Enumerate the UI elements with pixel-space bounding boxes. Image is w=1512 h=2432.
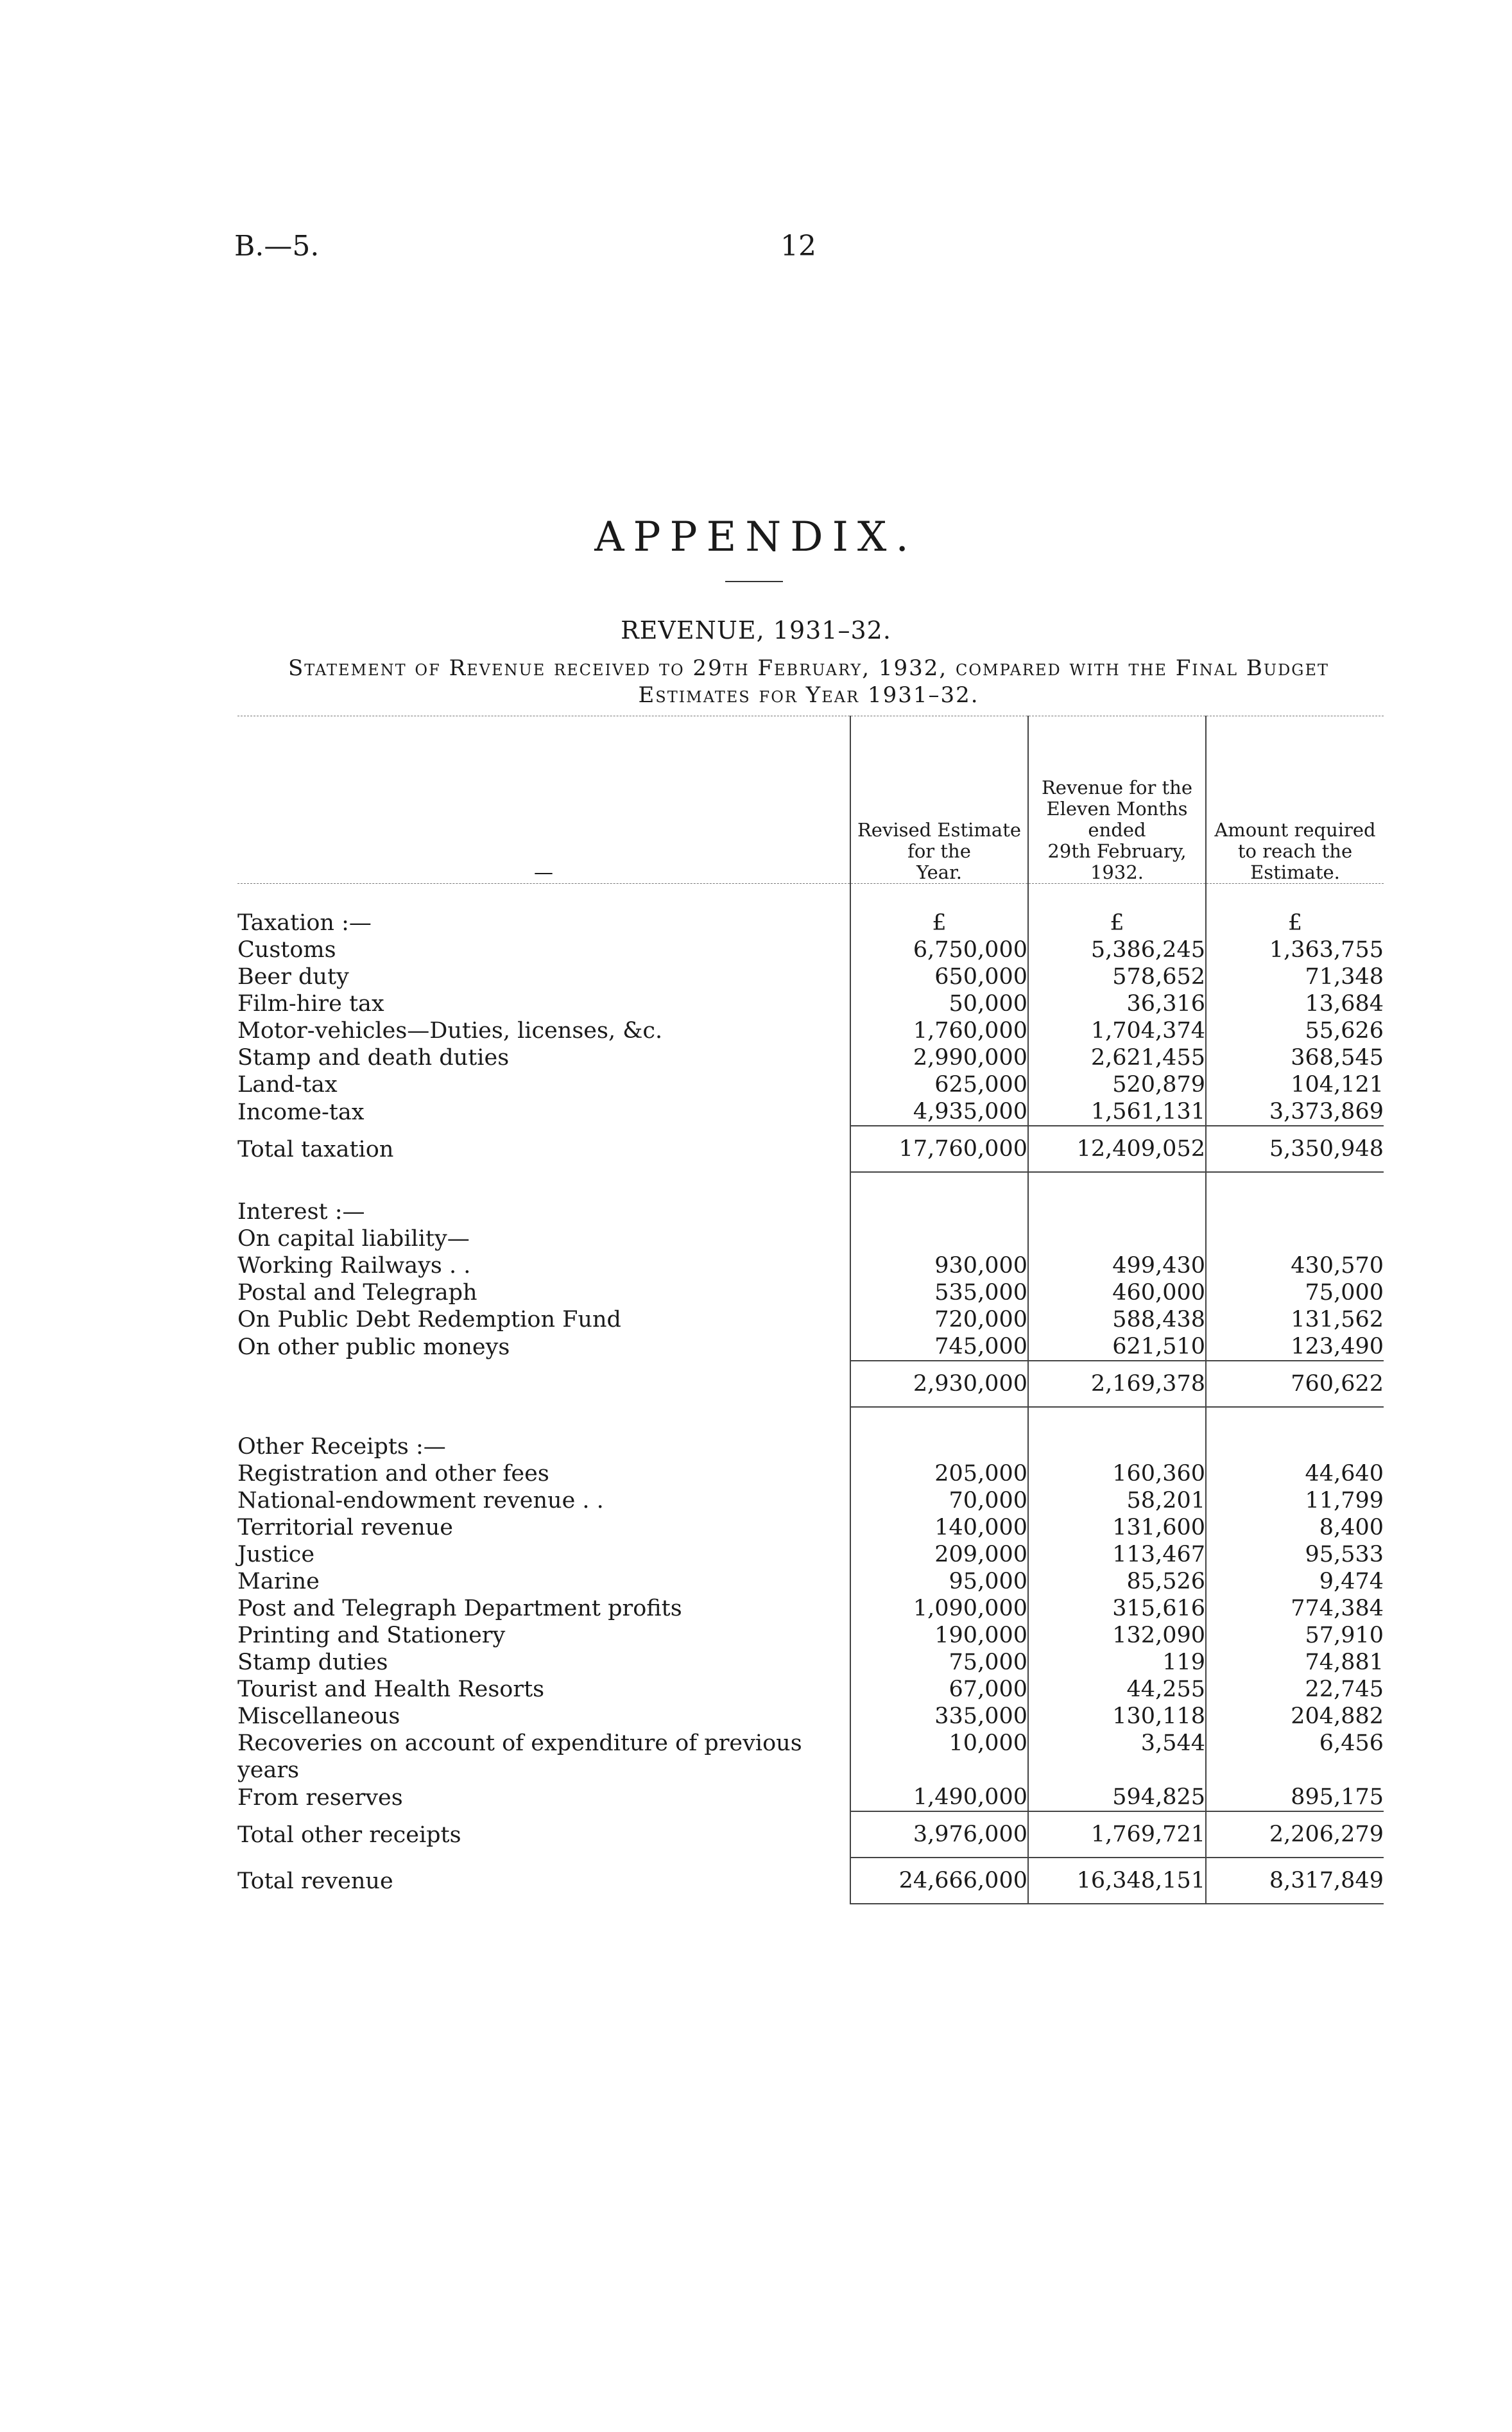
amount-required-cell: 95,533 (1206, 1541, 1384, 1568)
table-row (237, 1279, 1384, 1306)
revised-estimate-cell: 4,935,000 (850, 1098, 1028, 1126)
amount-required-cell: 9,474 (1206, 1568, 1384, 1595)
amount-required-cell: 5,350,948 (1206, 1126, 1384, 1172)
revised-estimate-cell: 930,000 (850, 1252, 1028, 1279)
table-row (237, 1649, 1384, 1676)
statement-line-2: Estimates for Year 1931–32. (638, 682, 979, 708)
eleven-months-cell: 588,438 (1028, 1306, 1206, 1333)
table-row (237, 990, 1384, 1017)
revised-estimate-cell: 2,930,000 (850, 1361, 1028, 1407)
amount-required-cell: 13,684 (1206, 990, 1384, 1017)
eleven-months-cell: 16,348,151 (1028, 1858, 1206, 1904)
row-label: Recoveries on account of expenditure of previous (237, 1730, 802, 1756)
total-revenue-label: Total revenue (237, 1868, 393, 1894)
table-row (237, 1071, 1384, 1098)
table-row (237, 1541, 1384, 1568)
eleven-months-cell: 2,621,455 (1028, 1044, 1206, 1071)
header-line: Amount required (1214, 819, 1376, 841)
table-row (237, 910, 1384, 936)
amount-required-cell: 3,373,869 (1206, 1098, 1384, 1126)
header-line: Revised Estimate (857, 819, 1022, 841)
eleven-months-cell: 113,467 (1028, 1541, 1206, 1568)
total-row (237, 1126, 1384, 1172)
revised-estimate-cell: 2,990,000 (850, 1044, 1028, 1071)
table-row (237, 1252, 1384, 1279)
amount-required-cell: 895,175 (1206, 1784, 1384, 1811)
title-rule (725, 581, 783, 582)
revised-estimate-cell: 3,976,000 (850, 1811, 1028, 1858)
row-label: Stamp duties (237, 1650, 388, 1675)
revised-estimate-cell: 650,000 (850, 963, 1028, 990)
revenue-table (237, 716, 1384, 1904)
header-line: 29th February, (1047, 840, 1187, 862)
eleven-months-cell: 5,386,245 (1028, 936, 1206, 963)
eleven-months-cell: 85,526 (1028, 1568, 1206, 1595)
row-label: Film-hire tax (237, 991, 384, 1017)
revised-estimate-cell: 209,000 (850, 1541, 1028, 1568)
total-row (237, 1811, 1384, 1858)
revised-estimate-cell: 625,000 (850, 1071, 1028, 1098)
row-label: Motor-vehicles—Duties, licenses, &c. (237, 1018, 663, 1044)
header-line: Eleven Months (1046, 798, 1188, 820)
row-label: Beer duty (237, 964, 349, 990)
row-label: Land-tax (237, 1072, 338, 1098)
table-row (237, 1460, 1384, 1487)
total-other-receipts-label: Total other receipts (237, 1822, 461, 1848)
revised-estimate-cell: 720,000 (850, 1306, 1028, 1333)
amount-required-cell: 22,745 (1206, 1676, 1384, 1703)
revised-estimate-cell: 140,000 (850, 1514, 1028, 1541)
eleven-months-cell: 3,544 (1028, 1730, 1206, 1757)
row-label: Registration and other fees (237, 1461, 549, 1487)
eleven-months-cell: 58,201 (1028, 1487, 1206, 1514)
revised-estimate-header (850, 716, 1028, 884)
row-label: On other public moneys (237, 1334, 510, 1360)
row-label: Territorial revenue (237, 1515, 453, 1540)
eleven-months-cell: 1,769,721 (1028, 1811, 1206, 1858)
grand-total-row (237, 1858, 1384, 1904)
table-row (237, 1306, 1384, 1333)
table-row (237, 1098, 1384, 1126)
statement-line-1: Statement of Revenue received to 29th February, 1932, compared with the Final Budget (288, 655, 1330, 681)
table-row (237, 1757, 1384, 1784)
revised-estimate-cell: 75,000 (850, 1649, 1028, 1676)
statement-heading (237, 655, 1380, 709)
eleven-months-cell: 160,360 (1028, 1460, 1206, 1487)
amount-required-cell: 6,456 (1206, 1730, 1384, 1757)
amount-required-cell: 55,626 (1206, 1017, 1384, 1044)
row-label: Customs (237, 937, 336, 963)
table-row (237, 1017, 1384, 1044)
section-heading-other-receipts: Other Receipts :— (237, 1434, 446, 1460)
table-row (237, 1044, 1384, 1071)
amount-required-cell: 74,881 (1206, 1649, 1384, 1676)
row-label: On Public Debt Redemption Fund (237, 1307, 621, 1332)
eleven-months-cell: 2,169,378 (1028, 1361, 1206, 1407)
amount-required-cell: 1,363,755 (1206, 936, 1384, 963)
revised-estimate-cell: 70,000 (850, 1487, 1028, 1514)
revenue-title: REVENUE, 1931–32. (621, 616, 891, 644)
eleven-months-cell: 119 (1028, 1649, 1206, 1676)
eleven-months-cell: 621,510 (1028, 1333, 1206, 1361)
amount-required-cell: 774,384 (1206, 1595, 1384, 1622)
eleven-months-cell: 44,255 (1028, 1676, 1206, 1703)
revised-estimate-cell: 1,090,000 (850, 1595, 1028, 1622)
header-line: 1932. (1090, 861, 1144, 883)
amount-required-cell: 430,570 (1206, 1252, 1384, 1279)
table-row (237, 1784, 1384, 1811)
eleven-months-header (1028, 716, 1206, 884)
eleven-months-cell: 131,600 (1028, 1514, 1206, 1541)
section-heading-interest: Interest :— (237, 1199, 365, 1225)
table-row (237, 963, 1384, 990)
table-row (237, 1487, 1384, 1514)
row-label: Income-tax (237, 1100, 365, 1125)
eleven-months-cell: 520,879 (1028, 1071, 1206, 1098)
revised-estimate-cell: 1,490,000 (850, 1784, 1028, 1811)
revised-estimate-cell: 1,760,000 (850, 1017, 1028, 1044)
column-header-row (237, 716, 1384, 884)
table-row (237, 1622, 1384, 1649)
amount-required-cell: 760,622 (1206, 1361, 1384, 1407)
eleven-months-cell: 132,090 (1028, 1622, 1206, 1649)
table-row (237, 1333, 1384, 1361)
row-label: Post and Telegraph Department profits (237, 1596, 682, 1621)
document-reference: B.—5. (234, 230, 320, 263)
header-line: ended (1088, 819, 1146, 841)
total-row (237, 1361, 1384, 1407)
table-row (237, 936, 1384, 963)
revised-estimate-cell: 745,000 (850, 1333, 1028, 1361)
header-line: Year. (916, 861, 962, 883)
eleven-months-cell: 578,652 (1028, 963, 1206, 990)
row-label: Marine (237, 1569, 320, 1594)
revised-estimate-cell: 535,000 (850, 1279, 1028, 1306)
table-row (237, 1198, 1384, 1225)
amount-required-cell: 2,206,279 (1206, 1811, 1384, 1858)
revised-estimate-cell: 6,750,000 (850, 936, 1028, 963)
eleven-months-cell: 315,616 (1028, 1595, 1206, 1622)
currency-symbol: £ (850, 910, 1028, 936)
table-row (237, 1568, 1384, 1595)
label-column-header: — (237, 716, 850, 884)
row-label: Working Railways . . (237, 1253, 471, 1279)
amount-required-cell: 71,348 (1206, 963, 1384, 990)
table-row (237, 1514, 1384, 1541)
revised-estimate-cell: 24,666,000 (850, 1858, 1028, 1904)
eleven-months-cell: 499,430 (1028, 1252, 1206, 1279)
currency-symbol: £ (1028, 910, 1206, 936)
row-label: National-endowment revenue . . (237, 1488, 604, 1514)
amount-required-cell: 57,910 (1206, 1622, 1384, 1649)
eleven-months-cell: 460,000 (1028, 1279, 1206, 1306)
amount-required-cell: 368,545 (1206, 1044, 1384, 1071)
row-label: From reserves (237, 1785, 403, 1811)
eleven-months-cell: 1,561,131 (1028, 1098, 1206, 1126)
amount-required-cell: 8,400 (1206, 1514, 1384, 1541)
row-label: Miscellaneous (237, 1703, 400, 1729)
row-label: Tourist and Health Resorts (237, 1677, 545, 1702)
currency-symbol: £ (1206, 910, 1384, 936)
subheading-capital-liability: On capital liability— (237, 1226, 470, 1252)
header-line: for the (907, 840, 971, 862)
header-line: Revenue for the (1041, 777, 1193, 798)
amount-required-cell: 11,799 (1206, 1487, 1384, 1514)
header-line: to reach the (1237, 840, 1353, 862)
eleven-months-cell: 12,409,052 (1028, 1126, 1206, 1172)
eleven-months-cell: 594,825 (1028, 1784, 1206, 1811)
eleven-months-cell: 36,316 (1028, 990, 1206, 1017)
total-taxation-label: Total taxation (237, 1137, 394, 1162)
row-label: Printing and Stationery (237, 1623, 506, 1648)
section-heading-taxation: Taxation :— (237, 910, 372, 936)
appendix-title: APPENDIX. (594, 513, 918, 561)
table-row (237, 1225, 1384, 1252)
table-row (237, 1433, 1384, 1460)
amount-required-cell: 131,562 (1206, 1306, 1384, 1333)
eleven-months-cell: 130,118 (1028, 1703, 1206, 1730)
amount-required-cell: 104,121 (1206, 1071, 1384, 1098)
revised-estimate-cell: 335,000 (850, 1703, 1028, 1730)
table-row (237, 1676, 1384, 1703)
revised-estimate-cell: 205,000 (850, 1460, 1028, 1487)
amount-required-header (1206, 716, 1384, 884)
row-label: Postal and Telegraph (237, 1280, 477, 1306)
page-number: 12 (780, 230, 816, 263)
amount-required-cell: 204,882 (1206, 1703, 1384, 1730)
amount-required-cell: 8,317,849 (1206, 1858, 1384, 1904)
header-line: Estimate. (1250, 861, 1340, 883)
row-label: years (237, 1757, 300, 1783)
table-row (237, 1703, 1384, 1730)
revised-estimate-cell: 17,760,000 (850, 1126, 1028, 1172)
revised-estimate-cell: 67,000 (850, 1676, 1028, 1703)
row-label: Justice (237, 1542, 315, 1567)
amount-required-cell: 44,640 (1206, 1460, 1384, 1487)
revised-estimate-cell: 95,000 (850, 1568, 1028, 1595)
table-row (237, 1595, 1384, 1622)
revised-estimate-cell: 10,000 (850, 1730, 1028, 1757)
revised-estimate-cell: 50,000 (850, 990, 1028, 1017)
amount-required-cell: 75,000 (1206, 1279, 1384, 1306)
amount-required-cell: 123,490 (1206, 1333, 1384, 1361)
row-label: Stamp and death duties (237, 1045, 510, 1071)
revised-estimate-cell: 190,000 (850, 1622, 1028, 1649)
eleven-months-cell: 1,704,374 (1028, 1017, 1206, 1044)
table-row (237, 1730, 1384, 1757)
